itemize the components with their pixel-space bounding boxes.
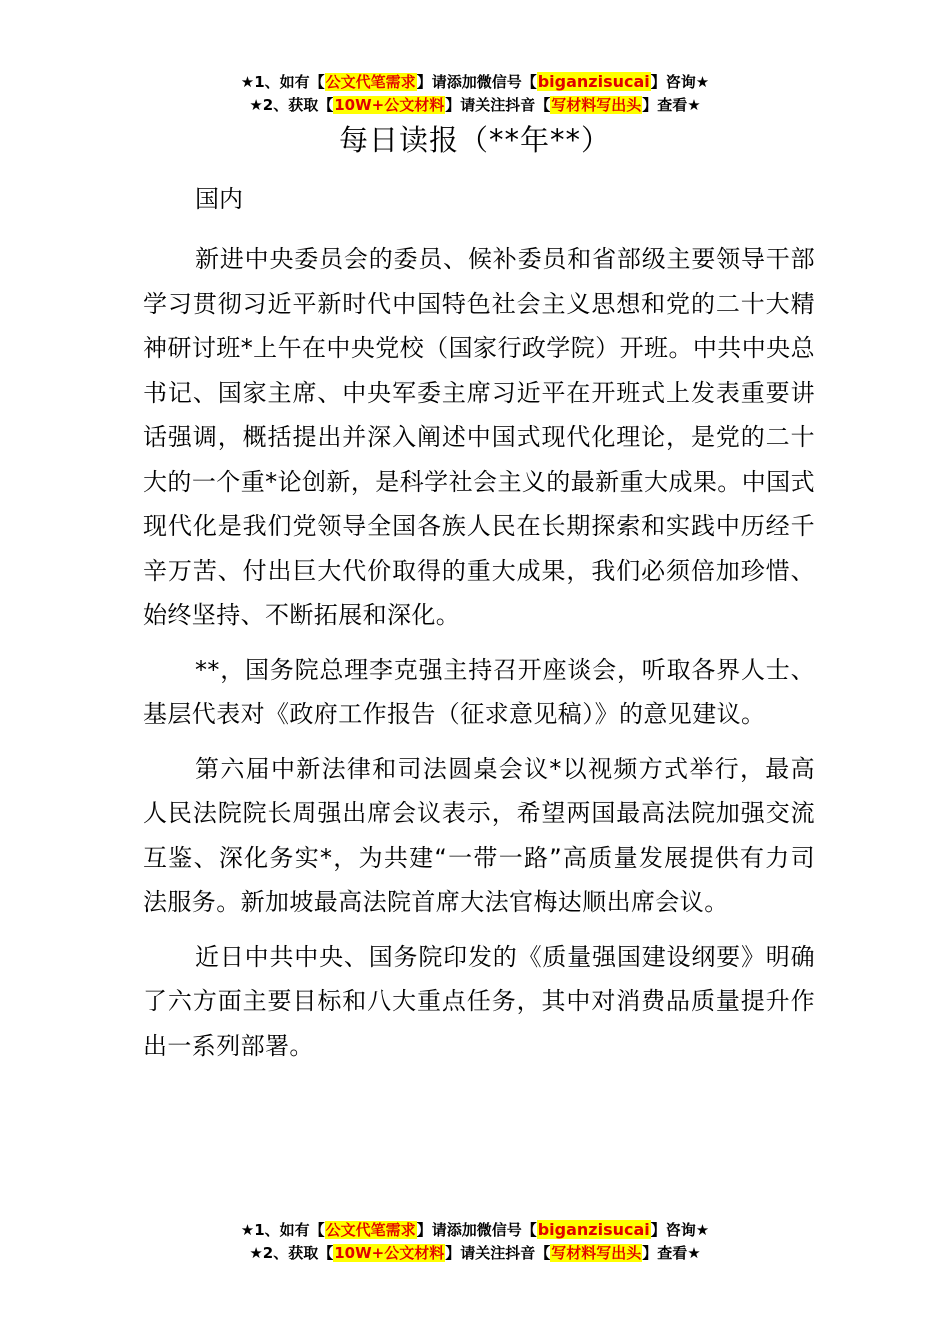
banner-highlight: 写材料写出头 [551, 1244, 642, 1262]
banner-highlight: 公文代笔需求 [325, 1221, 416, 1239]
banner-highlight: 10W+公文材料 [334, 96, 445, 114]
page-title: 每日读报（**年**） [338, 123, 611, 157]
banner-text: ★2、获取【 [249, 1244, 334, 1262]
banner-highlight: biganzisucai [537, 72, 650, 91]
footer-banner [0, 1218, 950, 1265]
paragraph: 第六届中新法律和司法圆桌会议*以视频方式举行，最高人民法院院长周强出席会议表示，希望两国最高法院加强交流互鉴、深化务实*，为共建“一带一路”高质量发展提供有力司法服务。新加坡最高法院首席大法官梅达顺出席会议。 [143, 754, 815, 916]
banner-text: 】请添加微信号【 [416, 1221, 537, 1239]
banner-line-2 [0, 94, 950, 117]
banner-text: ★1、如有【 [240, 1221, 325, 1239]
section-heading: 国内 [195, 185, 243, 213]
banner-text: 】咨询★ [650, 73, 710, 91]
paragraph: 新进中央委员会的委员、候补委员和省部级主要领导干部学习贯彻习近平新时代中国特色社会主义思想和党的二十大精神研讨班*上午在中央党校（国家行政学院）开班。中共中央总书记、国家主席、中央军委主席习近平在开班式上发表重要讲话强调，概括提出并深入阐述中国式现代化理论，是党的二十大的一个重*论创新，是科学社会主义的最新重大成果。中国式现代化是我们党领导全国各族人民在长期探索和实践中历经千辛万苦、付出巨大代价取得的重大成果，我们必须倍加珍惜、始终坚持、不断拓展和深化。 [143, 245, 815, 629]
banner-text: 】查看★ [642, 1244, 701, 1262]
banner-text: ★2、获取【 [249, 96, 334, 114]
paragraph: **，国务院总理李克强主持召开座谈会，听取各界人士、基层代表对《政府工作报告（征求意见稿）》的意见建议。 [143, 655, 815, 728]
banner-highlight: 写材料写出头 [551, 96, 642, 114]
banner-highlight: biganzisucai [537, 1220, 650, 1239]
banner-text: 】查看★ [642, 96, 701, 114]
banner-highlight: 公文代笔需求 [325, 73, 416, 91]
banner-text: ★1、如有【 [240, 73, 325, 91]
document-body [143, 182, 815, 1078]
banner-line-1 [0, 1218, 950, 1242]
paragraph: 近日中共中央、国务院印发的《质量强国建设纲要》明确了六方面主要目标和八大重点任务，其中对消费品质量提升作出一系列部署。 [143, 942, 815, 1060]
header-banner [0, 70, 950, 117]
banner-text: 】请关注抖音【 [445, 96, 551, 114]
banner-highlight: 10W+公文材料 [334, 1244, 445, 1262]
banner-text: 】咨询★ [650, 1221, 710, 1239]
banner-text: 】请添加微信号【 [416, 73, 537, 91]
banner-line-1 [0, 70, 950, 94]
banner-text: 】请关注抖音【 [445, 1244, 551, 1262]
banner-line-2 [0, 1242, 950, 1265]
